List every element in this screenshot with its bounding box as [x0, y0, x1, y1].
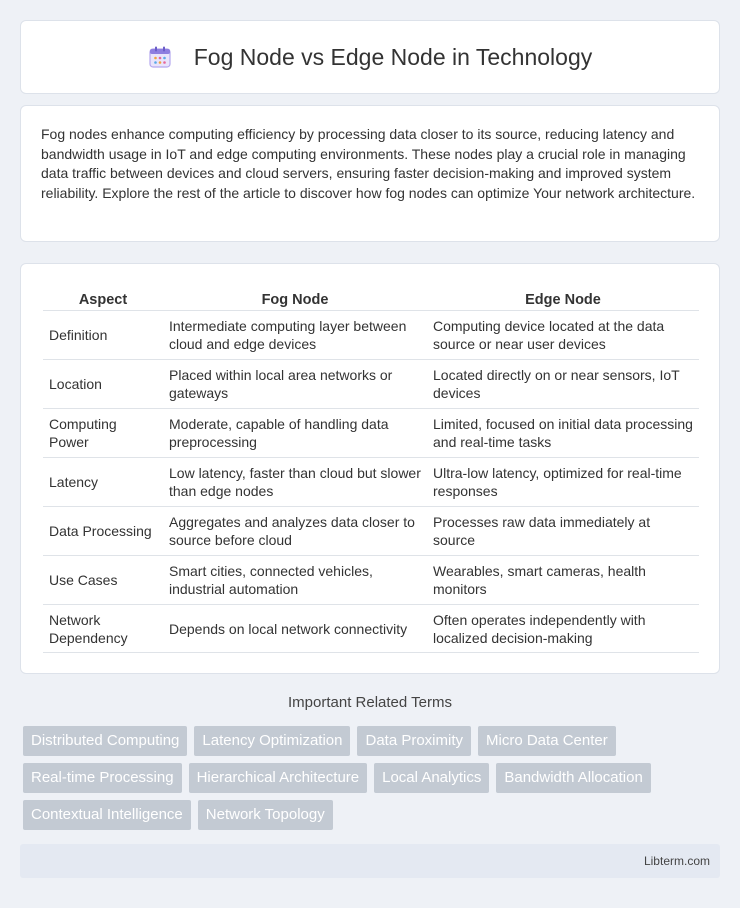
tag-bandwidth-allocation[interactable]: Bandwidth Allocation	[496, 763, 650, 793]
header-aspect: Aspect	[78, 292, 128, 308]
row-edge-node: Wearables, smart cameras, health monitors	[427, 555, 699, 604]
intro-card	[20, 105, 720, 242]
tag-row	[23, 726, 723, 756]
tag-contextual-intelligence[interactable]: Contextual Intelligence	[23, 800, 191, 830]
row-edge-node: Located directly on or near sensors, IoT devices	[427, 359, 699, 408]
comparison-table-card	[20, 263, 720, 674]
table-row	[43, 604, 699, 653]
row-fog-node: Moderate, capable of handling data preprocessing	[163, 408, 427, 457]
comparison-table	[43, 284, 699, 653]
row-aspect: Definition	[43, 310, 163, 359]
row-edge-node: Processes raw data immediately at source	[427, 506, 699, 555]
tag-latency-optimization[interactable]: Latency Optimization	[194, 726, 350, 756]
row-aspect: Network Dependency	[43, 604, 163, 653]
tag-real-time-processing[interactable]: Real-time Processing	[23, 763, 182, 793]
row-fog-node: Depends on local network connectivity	[163, 604, 427, 653]
table-row	[43, 506, 699, 555]
table-row	[43, 359, 699, 408]
footer-site-link[interactable]: Libterm.com	[643, 854, 710, 868]
row-edge-node: Often operates independently with localized decision-making	[427, 604, 699, 653]
tag-row	[23, 800, 723, 830]
table-row	[43, 555, 699, 604]
row-aspect: Use Cases	[43, 555, 163, 604]
row-edge-node: Ultra-low latency, optimized for real-time responses	[427, 457, 699, 506]
header-fog-node: Fog Node	[261, 292, 329, 308]
row-edge-node: Limited, focused on initial data processing and real-time tasks	[427, 408, 699, 457]
header-edge-node: Edge Node	[525, 292, 601, 308]
intro-paragraph: Fog nodes enhance computing efficiency by processing data closer to its source, reducing latency and bandwidth usage in IoT and edge computing environments. These nodes play a crucial role in managing data traffic between devices and cloud servers, ensuring faster decision-making and improved system reliability. Explore the rest of the article to discover how fog nodes can optimize Your network architecture.	[41, 126, 696, 201]
table-row	[43, 457, 699, 506]
footer	[20, 844, 720, 878]
row-fog-node: Intermediate computing layer between cloud and edge devices	[163, 310, 427, 359]
row-fog-node: Low latency, faster than cloud but slower than edge nodes	[163, 457, 427, 506]
calendar-icon	[148, 45, 172, 69]
row-aspect: Data Processing	[43, 506, 163, 555]
title-card	[20, 20, 720, 94]
tag-data-proximity[interactable]: Data Proximity	[357, 726, 471, 756]
table-row	[43, 310, 699, 359]
tag-network-topology[interactable]: Network Topology	[198, 800, 333, 830]
tag-local-analytics[interactable]: Local Analytics	[374, 763, 489, 793]
page-title: Fog Node vs Edge Node in Technology	[193, 43, 593, 70]
row-aspect: Latency	[43, 457, 163, 506]
tag-hierarchical-architecture[interactable]: Hierarchical Architecture	[189, 763, 368, 793]
row-fog-node: Aggregates and analyzes data closer to source before cloud	[163, 506, 427, 555]
tag-row	[23, 763, 723, 793]
related-terms-tags	[23, 726, 723, 837]
tag-distributed-computing[interactable]: Distributed Computing	[23, 726, 187, 756]
row-edge-node: Computing device located at the data source or near user devices	[427, 310, 699, 359]
table-row	[43, 408, 699, 457]
tag-micro-data-center[interactable]: Micro Data Center	[478, 726, 616, 756]
row-fog-node: Smart cities, connected vehicles, industrial automation	[163, 555, 427, 604]
row-aspect: Location	[43, 359, 163, 408]
row-aspect: Computing Power	[43, 408, 163, 457]
related-terms-title: Important Related Terms	[288, 694, 452, 711]
row-fog-node: Placed within local area networks or gateways	[163, 359, 427, 408]
table-header-row	[43, 284, 699, 310]
